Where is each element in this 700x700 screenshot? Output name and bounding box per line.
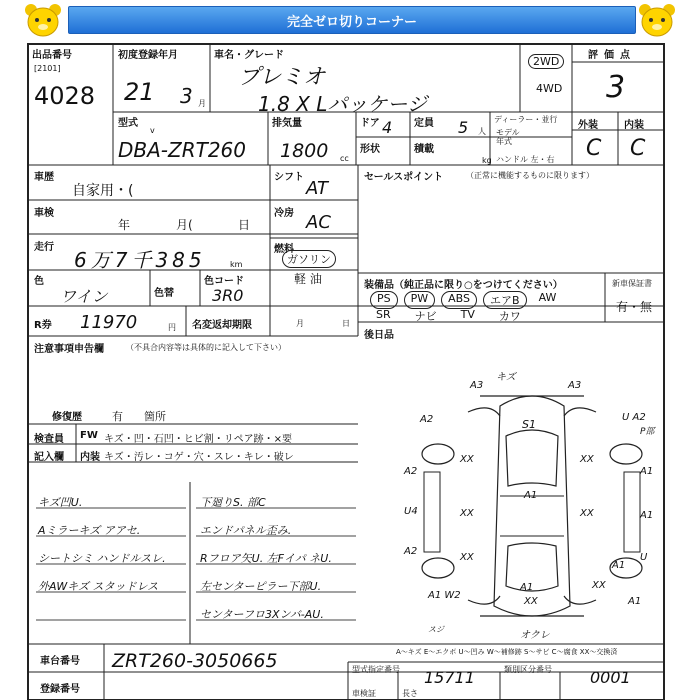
repair-history-label: 修復歴 <box>52 412 82 423</box>
usage-value: 自家用・( <box>72 183 134 199</box>
recycle-value: 11970 <box>80 312 138 333</box>
load-label: 積載 <box>414 144 434 155</box>
diagram-mark-1: キズ <box>496 372 516 383</box>
warranty-value: 有・無 <box>616 300 653 314</box>
category-label: 類別区分番号 <box>504 665 552 674</box>
displacement-label: 排気量 <box>272 118 302 129</box>
month-unit: 月 <box>198 99 206 108</box>
name-change-label: 名変返却期限 <box>192 320 252 331</box>
mileage-value: 6万7千385 <box>74 248 206 272</box>
diagram-mark-15: XX <box>580 508 594 519</box>
equipment-row-2 <box>376 308 521 324</box>
aircon-label: 冷房 <box>274 208 294 219</box>
damage-legend: A～キズ E～エクボ U～凹み W～補修跡 S～サビ C～腐食 XX～交換済 <box>396 648 618 656</box>
car-name-label: 車名・グレード <box>214 50 284 61</box>
registration-label: 初度登録年月 <box>118 50 178 61</box>
dealer-label: ディーラー・並行 <box>494 115 558 124</box>
remark-right-4: 左センターピラー下部U. <box>200 580 322 593</box>
exterior-value: C <box>586 136 602 161</box>
bottom-width-label: 長さ <box>402 689 418 698</box>
usage-label: 車歴 <box>34 172 54 183</box>
color-label: 色 <box>34 276 44 287</box>
drive-4wd-option[interactable]: 4WD <box>536 82 563 95</box>
lot-sub: [2101] <box>34 64 61 73</box>
aircon-value: AC <box>306 212 331 233</box>
diagram-mark-8: XX <box>460 454 474 465</box>
diagram-mark-14: U4 <box>404 506 418 517</box>
name-change-month: 月 <box>296 319 304 328</box>
shift-value: AT <box>306 178 328 199</box>
entry-label: 記入欄 <box>34 452 64 463</box>
color-value: ワイン <box>60 287 108 306</box>
fuel-diesel-option[interactable]: 軽 油 <box>294 272 322 286</box>
color-change-label: 色替 <box>154 288 174 299</box>
capacity-unit: 人 <box>478 127 486 136</box>
sales-point-label: セールスポイント <box>364 172 444 183</box>
drive-2wd-option[interactable]: 2WD <box>528 54 564 69</box>
inspection-label: 車検 <box>34 208 54 219</box>
remark-left-3: シートシミ ハンドルスレ. <box>38 552 166 565</box>
mileage-unit: km <box>230 260 243 269</box>
remark-left-2: Aミラーキズ アアセ. <box>38 524 141 537</box>
model-mark: v <box>150 126 155 135</box>
checker-row-2: キズ・汚レ・コゲ・穴・スレ・キレ・破レ <box>104 452 294 463</box>
checker-row-1: キズ・凹・石凹・ヒビ割・リペア跡・×要 <box>104 434 292 445</box>
diagram-mark-24: XX <box>592 580 606 591</box>
remark-right-3: Rフロア矢U. 左Fイパ ネU. <box>200 552 332 565</box>
car-name: プレミオ <box>238 65 326 90</box>
lot-number: 4028 <box>34 82 96 110</box>
color-code: 3R0 <box>212 286 244 305</box>
diagram-mark-26: スジ <box>428 625 444 634</box>
capacity-value: 5 <box>458 118 469 137</box>
rear-items-label: 後日品 <box>364 330 394 341</box>
color-code-label: 色コード <box>204 276 244 287</box>
inspection-day: 日 <box>238 218 251 232</box>
sales-point-note: （正常に機能するものに限ります） <box>466 171 594 180</box>
remark-left-4: 外AWキズ スタッドレス <box>38 580 159 593</box>
equipment-aw[interactable]: AW <box>538 291 557 304</box>
diagram-mark-7: A2 <box>420 414 434 425</box>
equipment-label: 装備品（純正品に限り○をつけてください） <box>364 280 563 291</box>
rating-score: 3 <box>606 70 626 105</box>
remark-right-1: 下廻りS. 部C <box>200 496 266 509</box>
equipment-ps[interactable]: PS <box>370 291 398 309</box>
model-designation-value: 15711 <box>424 668 475 687</box>
diagram-mark-5: U A2 <box>622 412 646 423</box>
diagram-mark-6: P部 <box>640 427 655 437</box>
car-grade: 1.8 X Lパッケージ <box>258 92 427 116</box>
diagram-mark-17: A2 <box>404 546 418 557</box>
diagram-mark-19: U <box>640 552 648 563</box>
name-change-day: 日 <box>342 319 350 328</box>
equipment-airbag[interactable]: エアB <box>483 291 527 309</box>
checker-label: 検査員 <box>34 434 64 445</box>
load-unit: kg <box>482 156 492 165</box>
shape-label: 形状 <box>360 144 380 155</box>
diagram-mark-21: A1 W2 <box>428 590 461 601</box>
notes-label: 注意事項申告欄 <box>34 344 104 355</box>
handle-label: ハンドル 左・右 <box>496 155 555 164</box>
repair-history-place: 箇所 <box>144 410 166 423</box>
diagram-mark-18: XX <box>460 552 474 563</box>
interior-value: C <box>630 136 646 161</box>
diagram-mark-13: A1 <box>524 490 538 501</box>
recycle-unit: 円 <box>168 323 176 332</box>
capacity-label: 定員 <box>414 118 434 129</box>
mileage-label: 走行 <box>34 242 54 253</box>
remark-right-2: エンドパネル歪み. <box>200 524 292 537</box>
equipment-tv[interactable]: TV <box>460 308 475 321</box>
model-designation-label: 型式指定番号 <box>352 665 400 674</box>
fuel-label: 燃料 <box>274 244 294 255</box>
doors-label: ドア <box>360 118 380 129</box>
equipment-leather[interactable]: カワ <box>498 310 521 323</box>
diagram-mark-22: XX <box>524 596 538 607</box>
exterior-label: 外装 <box>578 120 598 131</box>
equipment-navi[interactable]: ナビ <box>414 310 437 323</box>
model-value: DBA-ZRT260 <box>118 138 247 162</box>
diagram-mark-3: A3 <box>568 380 582 391</box>
diagram-mark-2: A3 <box>470 380 484 391</box>
category-value: 0001 <box>590 668 631 687</box>
diagram-mark-10: A1 <box>640 466 654 477</box>
diagram-mark-16: A1 <box>640 510 654 521</box>
register-label: 登録番号 <box>40 684 80 695</box>
equipment-abs[interactable]: ABS <box>441 291 477 309</box>
checker-tag-fw: FW <box>80 430 98 441</box>
doors-value: 4 <box>382 118 393 137</box>
bottom-note: 車検証 <box>352 689 376 698</box>
registration-year: 21 <box>124 78 155 106</box>
equipment-row-1 <box>370 291 562 309</box>
lot-label: 出品番号 <box>32 50 72 61</box>
page-title: 完全ゼロ切りコーナー <box>68 6 636 34</box>
chassis-label: 車台番号 <box>40 656 80 667</box>
warranty-label: 新車保証書 <box>612 279 652 288</box>
remark-right-5: センターフロ3Xンバ-AU. <box>200 608 324 621</box>
diagram-mark-9: XX <box>580 454 594 465</box>
equipment-sr[interactable]: SR <box>376 308 391 321</box>
interior-label: 内装 <box>624 120 644 131</box>
checker-tag-interior: 内装 <box>80 452 100 463</box>
diagram-mark-4: S1 <box>522 418 536 431</box>
diagram-mark-20: A1 <box>520 582 534 593</box>
remark-left-1: キズ凹U. <box>38 496 83 509</box>
notes-sub: （不具合内容等は具体的に記入して下さい） <box>126 343 286 352</box>
diagram-mark-27: オクレ <box>520 630 550 641</box>
registration-month: 3 <box>180 84 193 108</box>
inspection-year: 年 <box>118 218 131 232</box>
recycle-label: R券 <box>34 320 52 331</box>
model-year-label: モデル年式 <box>496 128 520 146</box>
shift-label: シフト <box>274 172 304 183</box>
displacement-unit: cc <box>340 154 349 163</box>
displacement-value: 1800 <box>280 140 329 162</box>
fuel-gasoline-option[interactable]: ガソリン <box>282 250 336 268</box>
rating-label: 評価点 <box>588 50 636 61</box>
model-label: 型式 <box>118 118 138 129</box>
repair-history-value: 有 <box>112 410 123 423</box>
equipment-pw[interactable]: PW <box>404 291 436 309</box>
diagram-mark-25: A1 <box>612 560 626 571</box>
diagram-mark-23: A1 <box>628 596 642 607</box>
inspection-month: 月( <box>176 218 193 232</box>
diagram-mark-11: A2 <box>404 466 418 477</box>
diagram-mark-12: XX <box>460 508 474 519</box>
chassis-value: ZRT260-3050665 <box>112 650 278 672</box>
